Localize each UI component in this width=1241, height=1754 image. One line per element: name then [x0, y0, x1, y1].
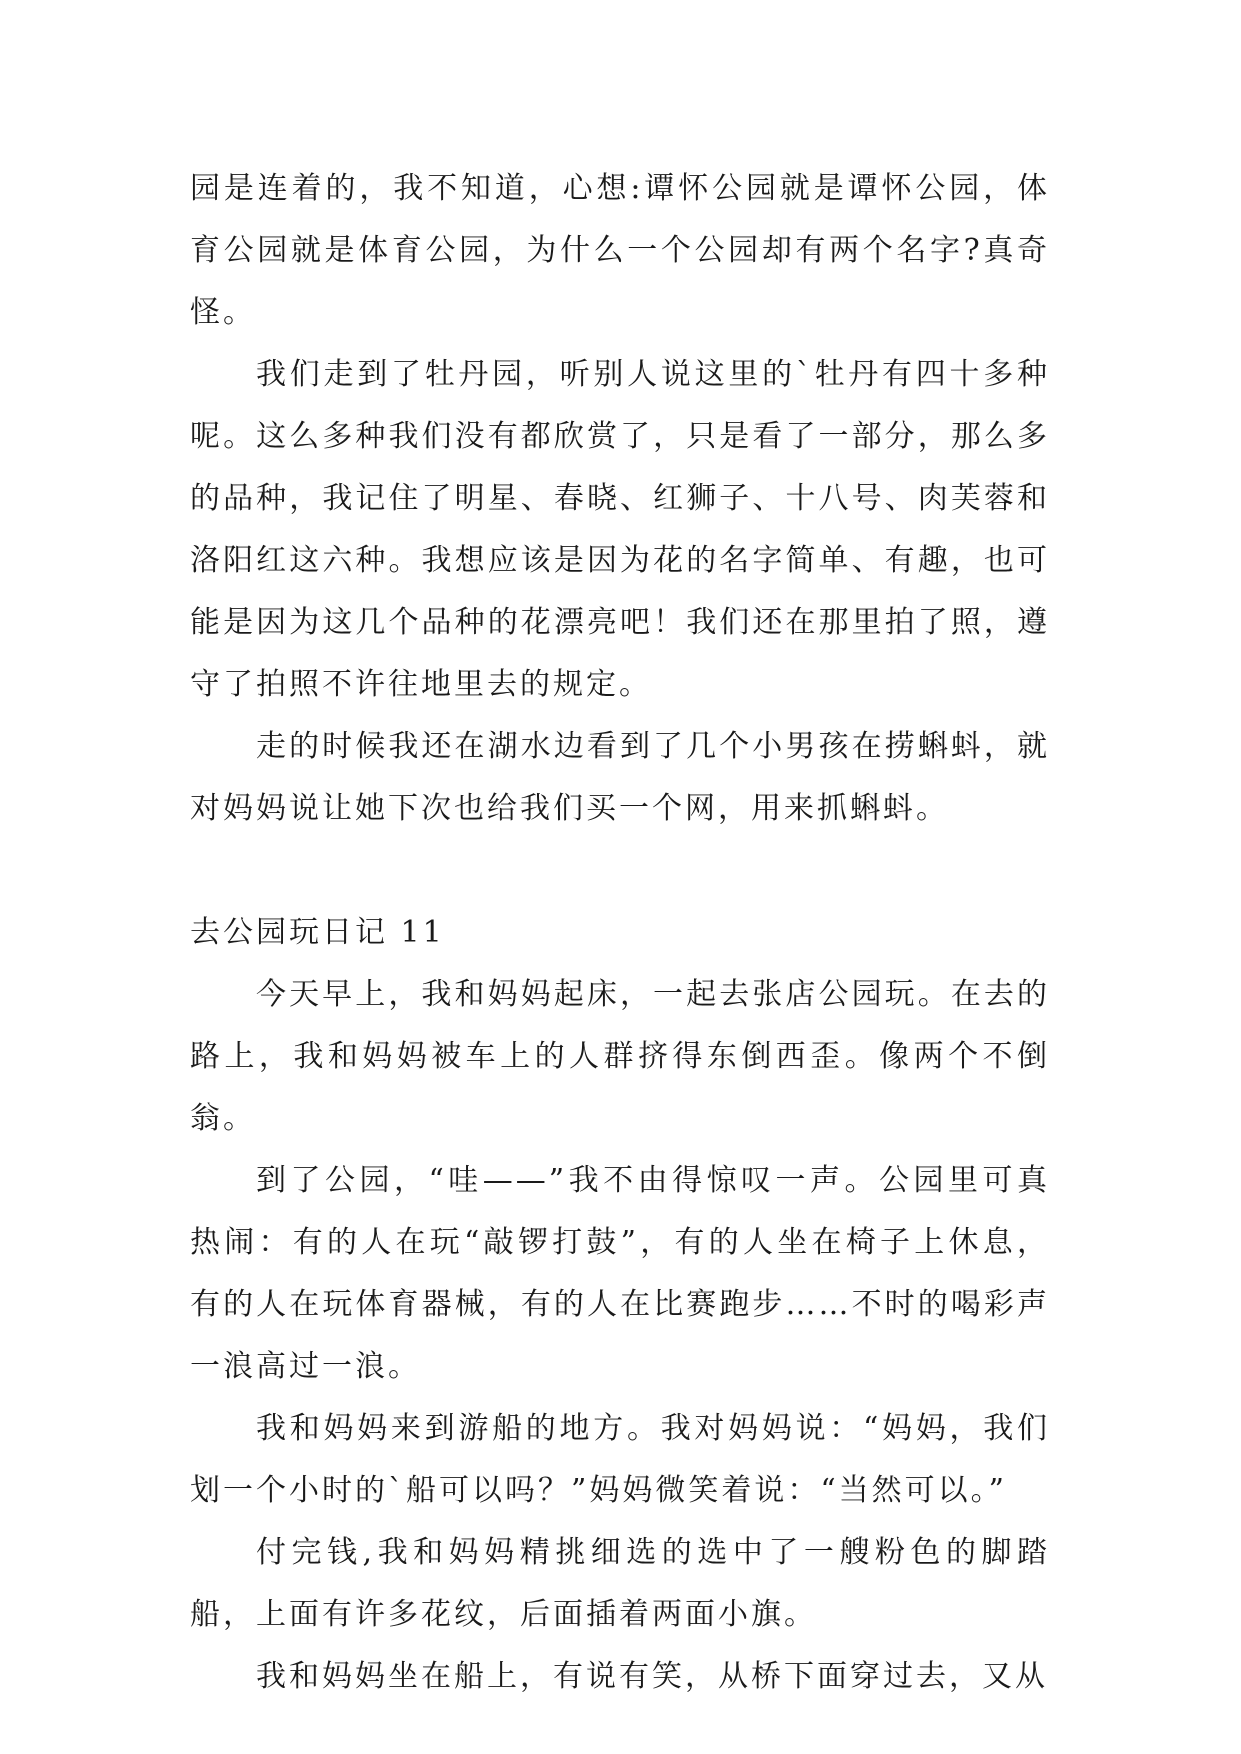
paragraph-6: 我和妈妈来到游船的地方。我对妈妈说：“妈妈，我们划一个小时的`船可以吗？”妈妈微笑着说：“当然可以。” [190, 1411, 1050, 1508]
paragraph-5: 到了公园，“哇——”我不由得惊叹一声。公园里可真热闹：有的人在玩“敲锣打鼓”，有的人坐在椅子上休息，有的人在玩体育器械，有的人在比赛跑步……不时的喝彩声一浪高过一浪。 [190, 1163, 1050, 1384]
paragraph-8: 我和妈妈坐在船上，有说有笑，从桥下面穿过去，又从 [256, 1659, 1048, 1694]
paragraph-4: 今天早上，我和妈妈起床，一起去张店公园玩。在去的路上，我和妈妈被车上的人群挤得东倒西歪。像两个不倒翁。 [190, 977, 1050, 1136]
paragraph-7: 付完钱,我和妈妈精挑细选的选中了一艘粉色的脚踏船，上面有许多花纹，后面插着两面小旗。 [190, 1535, 1050, 1632]
section-title: 去公园玩日记 11 [190, 915, 445, 950]
paragraph-1: 园是连着的，我不知道，心想:谭怀公园就是谭怀公园，体育公园就是体育公园，为什么一个公园却有两个名字?真奇怪。 [190, 171, 1050, 330]
paragraph-3: 走的时候我还在湖水边看到了几个小男孩在捞蝌蚪，就对妈妈说让她下次也给我们买一个网，用来抓蝌蚪。 [190, 729, 1050, 826]
document-body [190, 158, 1050, 1708]
paragraph-2: 我们走到了牡丹园，听别人说这里的`牡丹有四十多种呢。这么多种我们没有都欣赏了，只是看了一部分，那么多的品种，我记住了明星、春晓、红狮子、十八号、肉芙蓉和洛阳红这六种。我想应该是因为花的名字简单、有趣，也可能是因为这几个品种的花漂亮吧！我们还在那里拍了照，遵守了拍照不许往地里去的规定。 [190, 357, 1050, 702]
